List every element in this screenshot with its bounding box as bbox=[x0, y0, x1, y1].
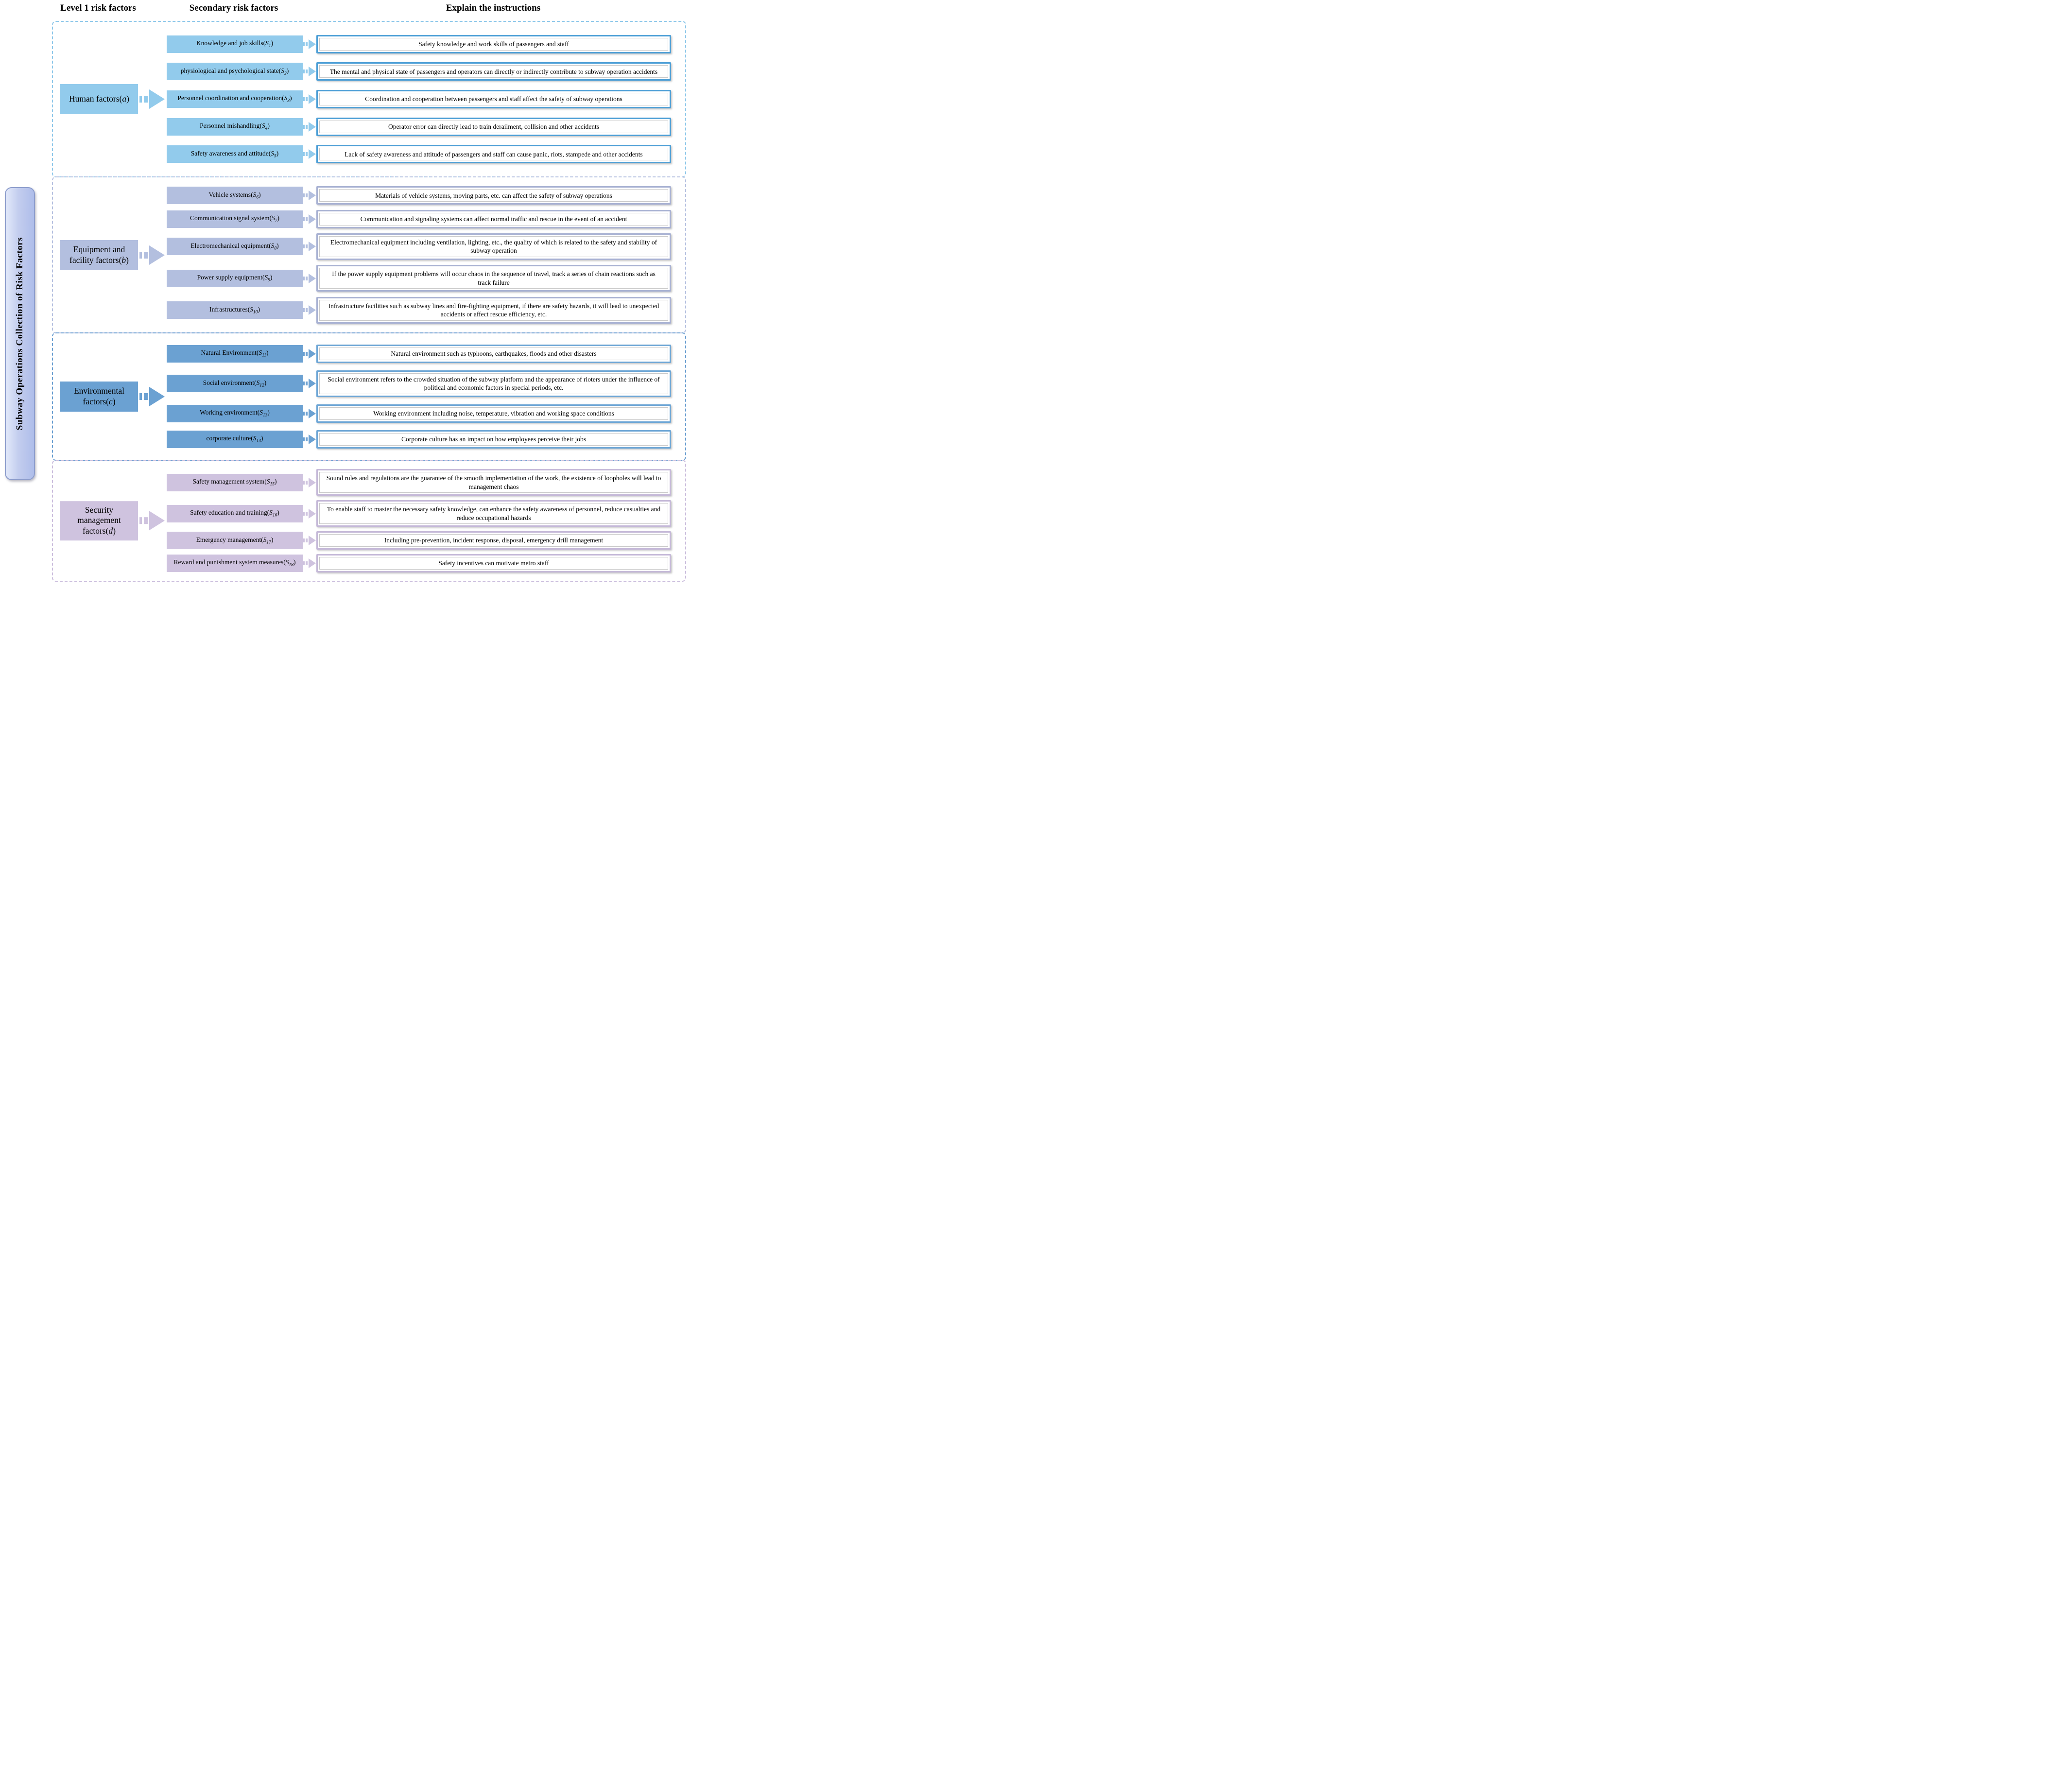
group-human-factors bbox=[52, 21, 686, 177]
explanation-box: Electromechanical equipment including ventilation, lighting, etc., the quality of which is related to the safety and stability of subway operation bbox=[316, 233, 671, 260]
explanation-box: Corporate culture has an impact on how employees perceive their jobs bbox=[316, 430, 671, 449]
right-arrow-icon bbox=[303, 273, 316, 284]
factor-row bbox=[167, 297, 671, 324]
secondary-factor-box: Power supply $equipment(S_9)$ bbox=[167, 270, 303, 287]
secondary-factor-box: Personnel coordination and $cooperation(S_3)$ bbox=[167, 90, 303, 108]
level1-box: Security management factors(d) bbox=[60, 501, 138, 541]
explanation-box: Infrastructure facilities such as subway lines and fire-fighting equipment, if there are safety hazards, it will lead to unexpected accidents or affect rescue efficiency, etc. bbox=[316, 297, 671, 324]
right-arrow-icon bbox=[303, 408, 316, 419]
right-arrow-icon bbox=[303, 535, 316, 546]
explanation-box: Sound rules and regulations are the guarantee of the smooth implementation of the work, the existence of loopholes will lead to management chaos bbox=[316, 469, 671, 496]
right-arrow-icon bbox=[303, 477, 316, 488]
explanation-box: Working environment including noise, temperature, vibration and working space conditions bbox=[316, 404, 671, 423]
factor-row bbox=[167, 62, 671, 81]
right-arrow-icon bbox=[303, 348, 316, 359]
explanation-box: Operator error can directly lead to train derailment, collision and other accidents bbox=[316, 118, 671, 136]
column-header-level1: Level 1 risk factors bbox=[60, 3, 136, 13]
secondary-factor-box: Knowledge and job $skills(S_1)$ bbox=[167, 35, 303, 53]
right-arrow-icon bbox=[303, 190, 316, 201]
explanation-box: Materials of vehicle systems, moving parts, etc. can affect the safety of subway operations bbox=[316, 186, 671, 205]
sidebar-label: Subway Operations Collection of Risk Factors bbox=[15, 237, 25, 431]
right-arrow-icon bbox=[303, 241, 316, 252]
sidebar-label-bar bbox=[5, 187, 35, 480]
right-arrow-icon bbox=[139, 510, 165, 532]
factor-row bbox=[167, 145, 671, 163]
factor-row bbox=[167, 554, 671, 573]
factor-row bbox=[167, 186, 671, 205]
factor-row bbox=[167, 265, 671, 292]
explanation-box: To enable staff to master the necessary safety knowledge, can enhance the safety awareness of personnel, reduce casualties and reduce occupational hazards bbox=[316, 500, 671, 527]
factor-row bbox=[167, 345, 671, 363]
explanation-box: Natural environment such as typhoons, earthquakes, floods and other disasters bbox=[316, 345, 671, 363]
factor-row bbox=[167, 210, 671, 228]
factor-row bbox=[167, 370, 671, 397]
secondary-factor-box: Personnel $mishandling(S_4)$ bbox=[167, 118, 303, 136]
factor-row bbox=[167, 118, 671, 136]
group-environmental-factors bbox=[52, 332, 686, 461]
right-arrow-icon bbox=[303, 214, 316, 225]
group-equipment-facility-factors bbox=[52, 176, 686, 333]
column-header-explain: Explain the instructions bbox=[446, 3, 541, 13]
level1-environmental-factors bbox=[60, 382, 165, 412]
level1-security-management-factors bbox=[60, 501, 165, 541]
secondary-factor-box: physiological and psychological $state(S_2)$ bbox=[167, 63, 303, 80]
level1-box: Human factors(a) bbox=[60, 84, 138, 114]
level1-human-factors bbox=[60, 84, 165, 114]
right-arrow-icon bbox=[139, 244, 165, 266]
groups-container bbox=[52, 21, 686, 582]
explanation-box: If the power supply equipment problems will occur chaos in the sequence of travel, track a series of chain reactions such as track failure bbox=[316, 265, 671, 292]
explanation-box: Safety incentives can motivate metro staff bbox=[316, 554, 671, 573]
secondary-factor-box: $Infrastructures(S_{10})$ bbox=[167, 301, 303, 319]
secondary-factor-box: Safety management $system(S_{15})$ bbox=[167, 474, 303, 491]
explanation-box: The mental and physical state of passengers and operators can directly or indirectly contribute to subway operation accidents bbox=[316, 62, 671, 81]
right-arrow-icon bbox=[303, 508, 316, 519]
right-arrow-icon bbox=[303, 378, 316, 389]
right-arrow-icon bbox=[303, 66, 316, 77]
secondary-factor-box: corporate $culture(S_{14})$ bbox=[167, 431, 303, 448]
factor-row bbox=[167, 404, 671, 423]
right-arrow-icon bbox=[303, 305, 316, 315]
right-arrow-icon bbox=[303, 434, 316, 445]
factor-row bbox=[167, 531, 671, 550]
explanation-box: Lack of safety awareness and attitude of passengers and staff can cause panic, riots, stampede and other accidents bbox=[316, 145, 671, 163]
secondary-factor-box: Reward and punishment system $measures(S_{18})$ bbox=[167, 555, 303, 572]
level1-box: Environmental factors(c) bbox=[60, 382, 138, 412]
secondary-factor-box: Emergency $management(S_{17})$ bbox=[167, 532, 303, 549]
factor-row bbox=[167, 90, 671, 108]
right-arrow-icon bbox=[303, 558, 316, 569]
right-arrow-icon bbox=[303, 149, 316, 159]
secondary-factor-box: Natural $Environment(S_{11})$ bbox=[167, 345, 303, 363]
explanation-box: Social environment refers to the crowded situation of the subway platform and the appearance of rioters under the influence of political and economic factors in special periods, etc. bbox=[316, 370, 671, 397]
group-security-management-factors bbox=[52, 460, 686, 582]
level1-equipment-facility-factors bbox=[60, 240, 165, 270]
right-arrow-icon bbox=[139, 386, 165, 407]
factor-row bbox=[167, 500, 671, 527]
right-arrow-icon bbox=[303, 122, 316, 132]
column-header-secondary: Secondary risk factors bbox=[189, 3, 278, 13]
right-arrow-icon bbox=[139, 88, 165, 110]
secondary-factor-box: Safety education and $training(S_{16})$ bbox=[167, 505, 303, 522]
diagram-canvas bbox=[0, 0, 691, 590]
secondary-factor-box: Communication signal $system(S_7)$ bbox=[167, 210, 303, 228]
secondary-factor-box: Social $environment(S_{12})$ bbox=[167, 375, 303, 392]
factor-row bbox=[167, 35, 671, 53]
factor-row bbox=[167, 469, 671, 496]
factor-row bbox=[167, 233, 671, 260]
secondary-factor-box: Electromechanical $equipment(S_8)$ bbox=[167, 238, 303, 255]
explanation-box: Communication and signaling systems can affect normal traffic and rescue in the event of an accident bbox=[316, 210, 671, 228]
explanation-box: Coordination and cooperation between passengers and staff affect the safety of subway operations bbox=[316, 90, 671, 108]
secondary-factor-box: Working $environment(S_{13})$ bbox=[167, 405, 303, 422]
secondary-factor-box: Safety awareness and $attitude(S_5)$ bbox=[167, 145, 303, 163]
explanation-box: Including pre-prevention, incident response, disposal, emergency drill management bbox=[316, 531, 671, 550]
right-arrow-icon bbox=[303, 39, 316, 50]
right-arrow-icon bbox=[303, 94, 316, 104]
factor-row bbox=[167, 430, 671, 449]
explanation-box: Safety knowledge and work skills of passengers and staff bbox=[316, 35, 671, 53]
level1-box: Equipment and facility factors(b) bbox=[60, 240, 138, 270]
secondary-factor-box: Vehicle $systems(S_6)$ bbox=[167, 187, 303, 204]
